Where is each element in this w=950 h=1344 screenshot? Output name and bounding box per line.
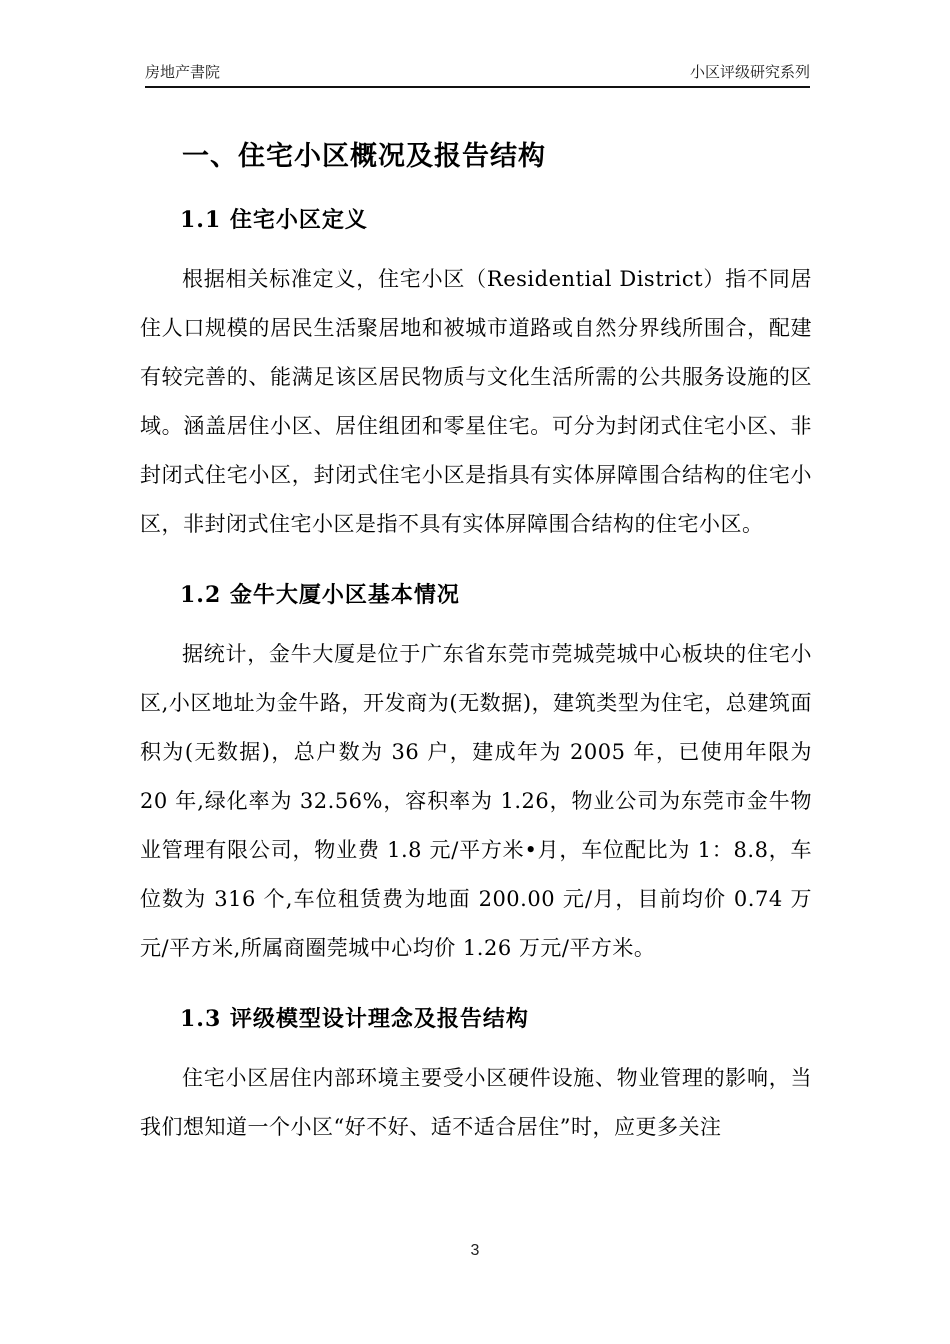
document-body: [140, 88, 812, 1152]
page-number: 3: [470, 1242, 480, 1259]
section-1-1-heading: 1.1 住宅小区定义: [180, 207, 368, 233]
header-right-text: 小区评级研究系列: [689, 64, 810, 81]
section-1-3: [140, 1004, 812, 1152]
header-left-text: 房地产書院: [145, 64, 221, 81]
section-1-3-paragraph: 住宅小区居住内部环境主要受小区硬件设施、物业管理的影响，当我们想知道一个小区“好不好、适不适合居住”时，应更多关注: [140, 1066, 812, 1139]
section-1-1: [140, 205, 812, 549]
section-1-2-paragraph: 据统计，金牛大厦是位于广东省东莞市莞城莞城中心板块的住宅小区,小区地址为金牛路，开发商为(无数据)，建筑类型为住宅，总建筑面积为(无数据)，总户数为 36 户，建成年为 2005 年，已使用年限为 20 年,绿化率为 32.56%，容积率为 1.26，物业公司为东莞市金牛物业管理有限公司，物业费 1.8 元/平方米•月，车位配比为 1：8.8，车位数为 316 个,车位租赁费为地面 200.00 元/月，目前均价 0.74 万元/平方米,所属商圈莞城中心均价 1.26 万元/平方米。: [140, 642, 812, 960]
section-1-1-paragraph: 根据相关标准定义，住宅小区（Residential District）指不同居住人口规模的居民生活聚居地和被城市道路或自然分界线所围合，配建有较完善的、能满足该区居民物质与文化生活所需的公共服务设施的区域。涵盖居住小区、居住组团和零星住宅。可分为封闭式住宅小区、非封闭式住宅小区，封闭式住宅小区是指具有实体屏障围合结构的住宅小区，非封闭式住宅小区是指不具有实体屏障围合结构的住宅小区。: [140, 267, 812, 536]
section-1-3-heading: 1.3 评级模型设计理念及报告结构: [180, 1006, 529, 1032]
document-title: 一、住宅小区概况及报告结构: [182, 141, 546, 172]
section-1-2: [140, 580, 812, 973]
section-1-2-heading: 1.2 金牛大厦小区基本情况: [180, 582, 460, 608]
page-header: [145, 63, 810, 83]
page-footer: [0, 1242, 950, 1260]
